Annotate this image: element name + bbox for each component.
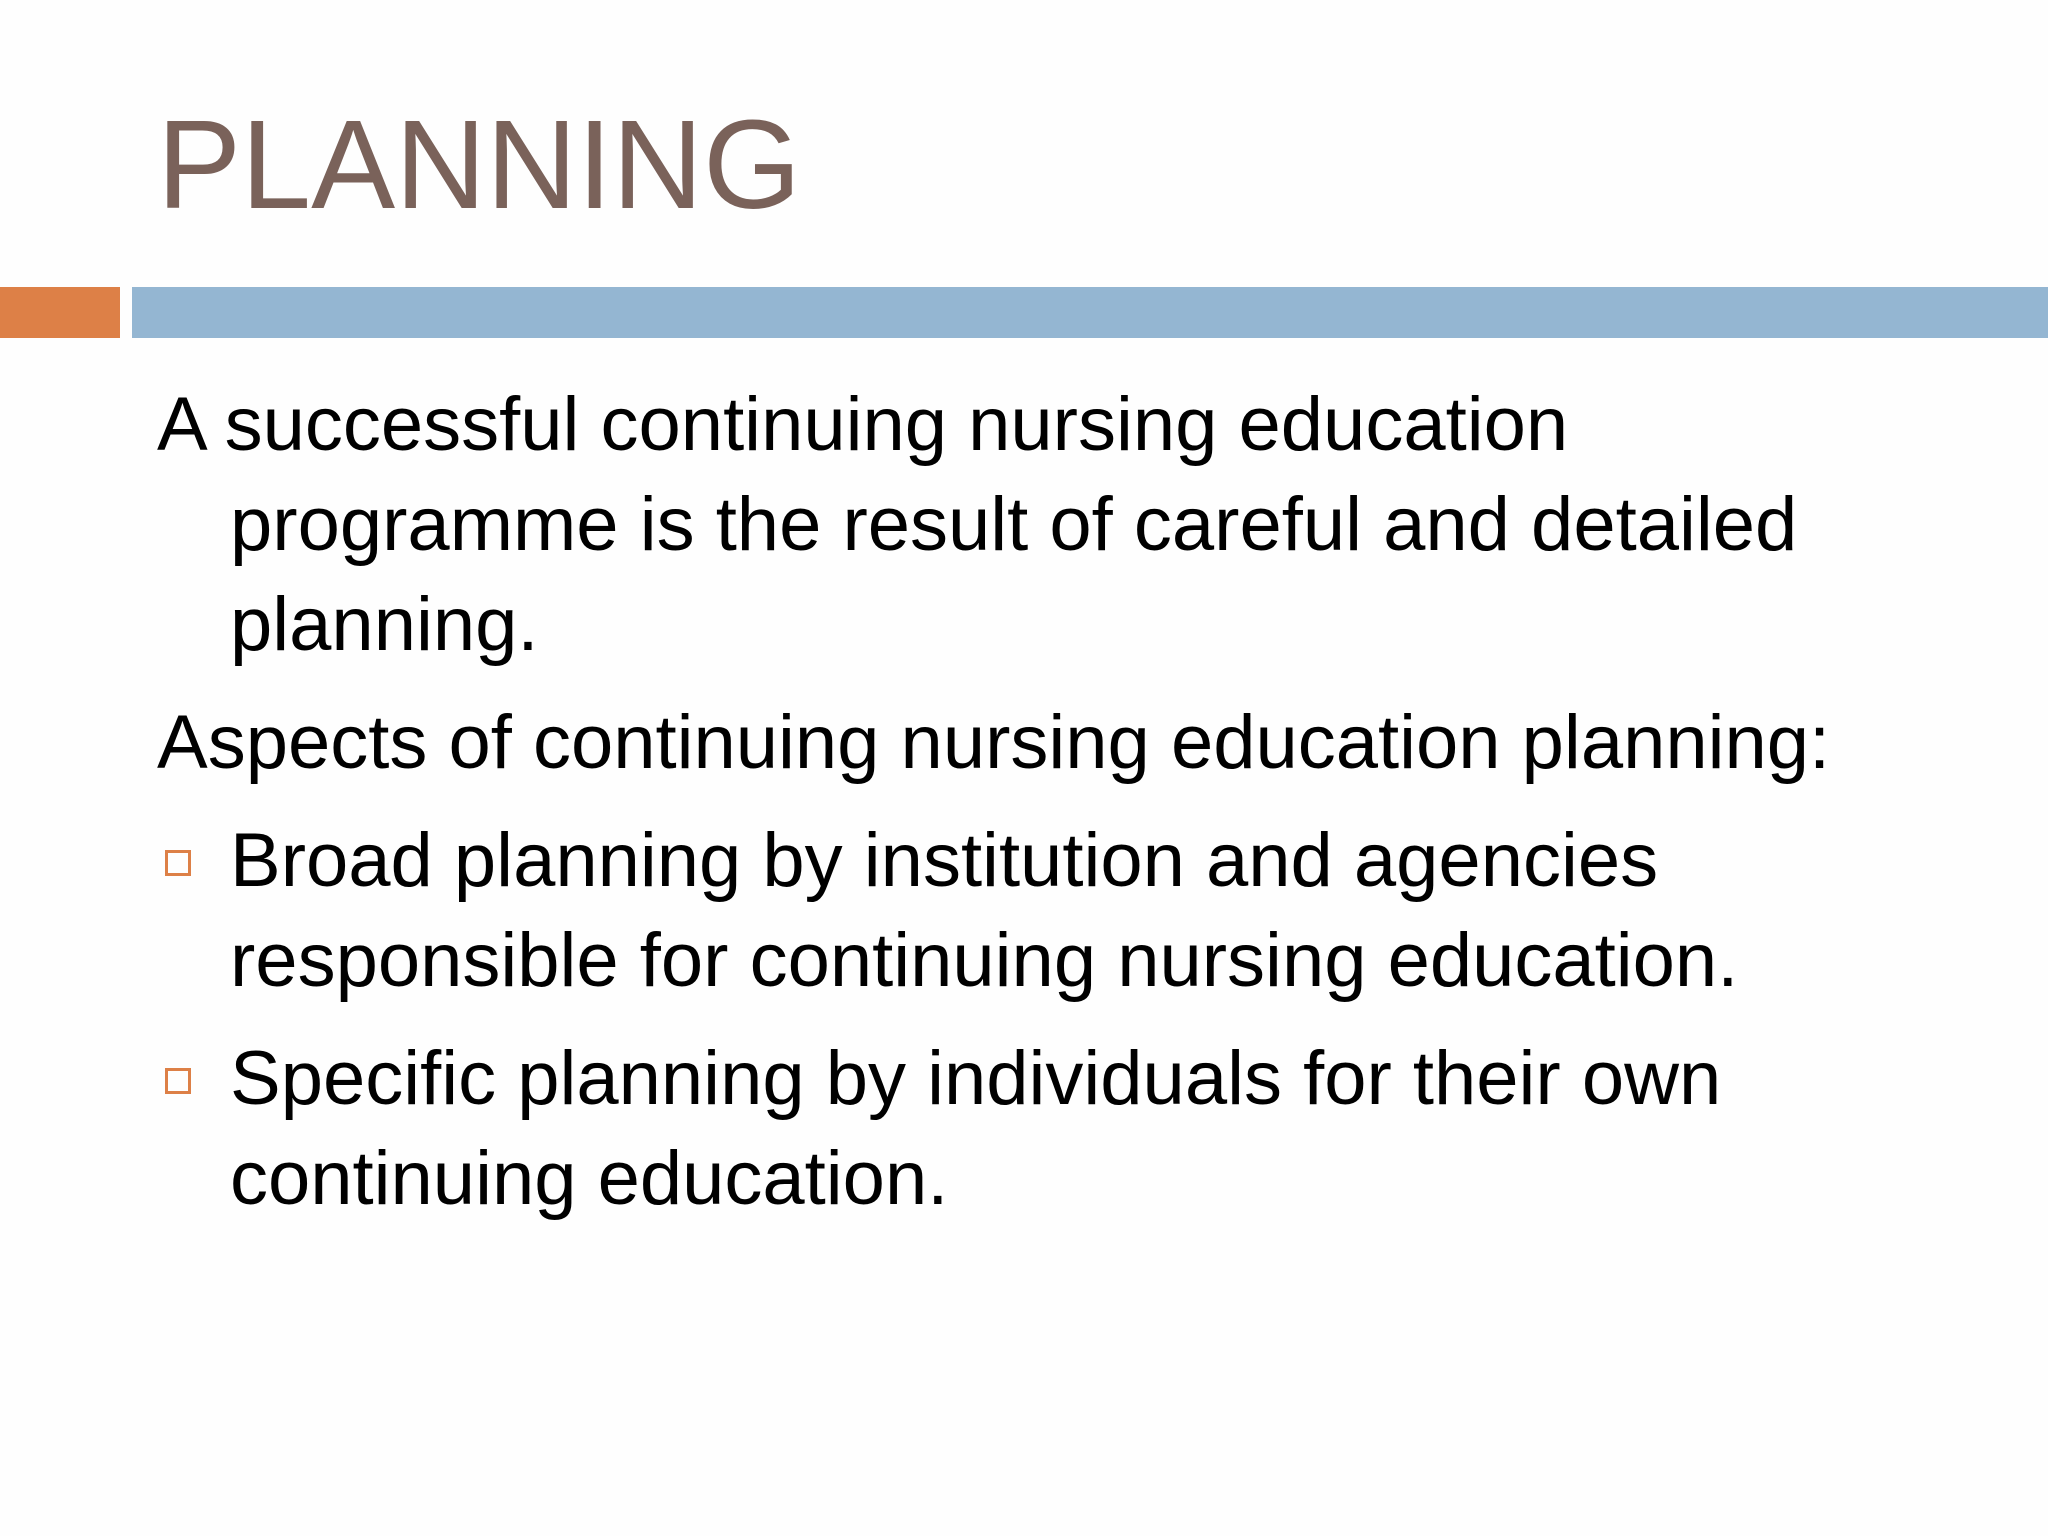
square-bullet-icon — [165, 850, 191, 876]
body-paragraph: A successful continuing nursing education programme is the result of careful and detailed planning. — [157, 382, 1798, 667]
slide-body — [157, 375, 1957, 1229]
accent-bar — [0, 287, 120, 338]
bullet-text: Specific planning by individuals for their own continuing education. — [230, 1036, 1722, 1221]
bullet-text: Broad planning by institution and agencies responsible for continuing nursing education. — [230, 818, 1739, 1003]
title-underline-bar — [132, 287, 2048, 338]
body-paragraph: Aspects of continuing nursing education planning: — [157, 700, 1831, 785]
bullet-item — [157, 811, 1957, 1011]
square-bullet-icon — [165, 1068, 191, 1094]
slide-title: PLANNING — [157, 94, 802, 235]
bullet-item — [157, 1029, 1957, 1229]
